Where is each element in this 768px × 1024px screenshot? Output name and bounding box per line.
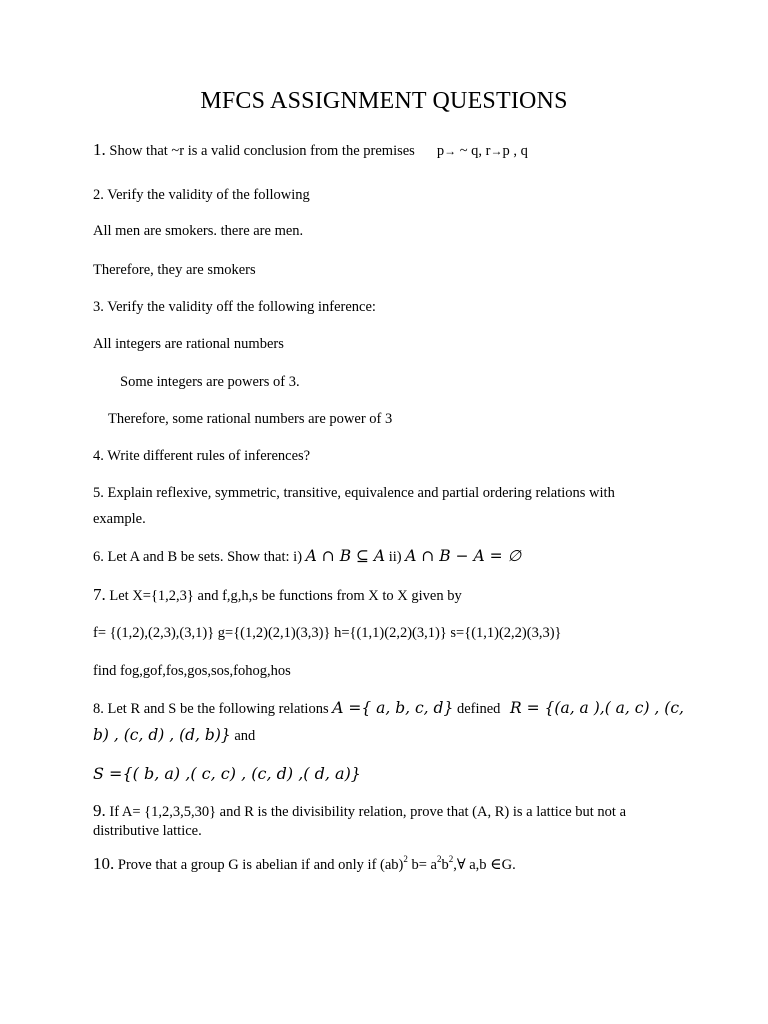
question-7-find: find fog,gof,fos,gos,sos,fohog,hos (93, 663, 291, 679)
question-10-number: 10. (93, 854, 115, 873)
question-1-number: 1. (93, 140, 106, 159)
question-8-set-a: A ={ a, b, c, d} (332, 699, 454, 717)
question-10-sup-2: 2 (437, 854, 442, 864)
question-6 (93, 547, 521, 566)
question-5-line-2: example. (93, 511, 146, 527)
question-8-relation-r-part-1: R = {(a, a ),( a, c) , (c, (510, 699, 684, 717)
question-10-text-1: Prove that a group G is abelian if and only if (ab) (114, 857, 404, 873)
element-of-icon: ∈ (490, 855, 502, 873)
question-9-line-1 (93, 802, 626, 821)
question-6-math-1: A ∩ B ⊆ A (305, 547, 386, 565)
question-1 (93, 141, 528, 160)
implies-arrow-icon: → (444, 144, 457, 158)
question-10-text-5: G. (501, 857, 516, 873)
question-1-premise-mid: ~ q, r (456, 143, 491, 159)
question-8-line-3 (93, 765, 361, 784)
question-10-sup-3: 2 (448, 854, 454, 864)
question-8-defined: defined (453, 701, 505, 717)
question-8-and: and (230, 728, 256, 744)
question-10 (93, 855, 516, 874)
question-4: 4. Write different rules of inferences? (93, 448, 311, 464)
page-title: MFCS ASSIGNMENT QUESTIONS (200, 88, 568, 114)
question-10-text-2: b= a (407, 857, 437, 873)
question-6-mid: ii) (385, 549, 406, 565)
question-6-math-2: A ∩ B − A = ∅ (405, 547, 522, 565)
implies-arrow-icon: → (490, 144, 503, 158)
question-10-text-3: b (441, 857, 449, 873)
question-5-line-1: 5. Explain reflexive, symmetric, transitive, equivalence and partial ordering relations with (93, 485, 615, 501)
question-10-text-4: ,∀ a,b (453, 857, 491, 873)
question-3-line-2: Some integers are powers of 3. (120, 374, 300, 390)
question-8-prefix: 8. Let R and S be the following relations (93, 701, 333, 717)
question-7-text: Let X={1,2,3} and f,g,h,s be functions from X to X given by (105, 588, 462, 604)
question-6-prefix: 6. Let A and B be sets. Show that: i) (93, 549, 306, 565)
question-8-line-2 (93, 726, 255, 745)
question-2: 2. Verify the validity of the following (93, 187, 310, 203)
question-1-premise-p: p (436, 143, 445, 159)
question-8-line-1 (93, 699, 684, 718)
question-7 (93, 586, 462, 605)
question-7-number: 7. (93, 585, 106, 604)
question-2-line-1: All men are smokers. there are men. (93, 223, 304, 239)
question-3-line-3: Therefore, some rational numbers are power of 3 (108, 411, 393, 427)
question-1-text: Show that ~r is a valid conclusion from the premises (105, 143, 415, 159)
question-3: 3. Verify the validity off the following inference: (93, 299, 376, 315)
question-8-relation-r-part-2: b) , (c, d) , (d, b)} (93, 726, 231, 744)
question-10-sup-1: 2 (403, 854, 408, 864)
question-1-premise-end: p , q (502, 143, 528, 159)
question-9-text: If A= {1,2,3,5,30} and R is the divisibility relation, prove that (A, R) is a lattice but not a (105, 804, 627, 820)
question-2-line-2: Therefore, they are smokers (93, 262, 256, 278)
question-9-line-2: distributive lattice. (93, 823, 202, 839)
question-8-relation-s: S ={( b, a) ,( c, c) , (c, d) ,( d, a)} (93, 764, 361, 783)
question-7-functions: f= {(1,2),(2,3),(3,1)} g={(1,2)(2,1)(3,3)} h={(1,1)(2,2)(3,1)} s={(1,1)(2,2)(3,3)} (93, 625, 562, 641)
question-9-number: 9. (93, 801, 106, 820)
question-3-line-1: All integers are rational numbers (93, 336, 284, 352)
